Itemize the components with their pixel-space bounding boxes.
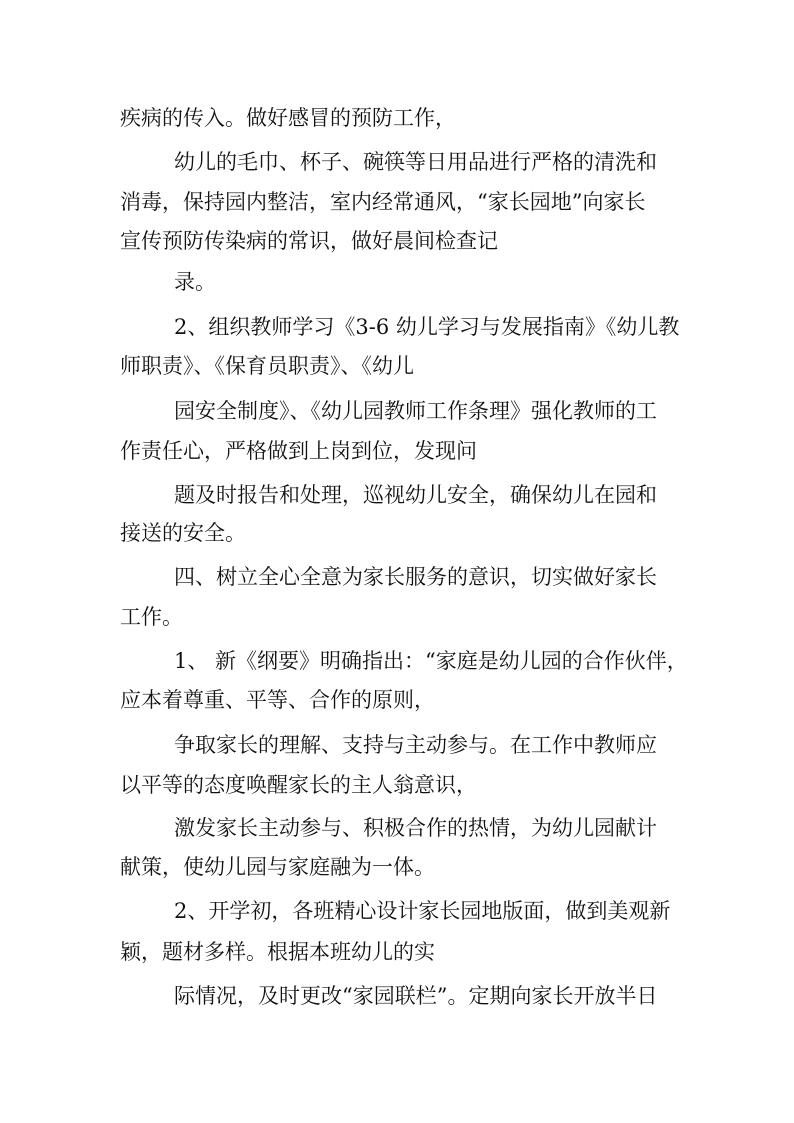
text-line: 应本着尊重、平等、合作的原则， <box>120 688 435 712</box>
text-line: 颖，题材多样。根据本班幼儿的实 <box>120 940 435 964</box>
text-line: 疾病的传入。做好感冒的预防工作， <box>120 106 456 130</box>
text-line: 接送的安全。 <box>120 521 246 545</box>
text-line: 献策，使幼儿园与家庭融为一体。 <box>120 855 435 879</box>
text-line: 师职责》、《保育员职责》、《幼儿 <box>120 354 414 378</box>
text-line: 消毒，保持园内整洁，室内经常通风，“家长园地”向家长 <box>120 190 646 214</box>
text-line: 争取家长的理解、支持与主动参与。在工作中教师应 <box>174 733 657 757</box>
text-line: 录。 <box>174 270 216 294</box>
text-line: 园安全制度》、《幼儿园教师工作条理》强化教师的工 <box>174 399 657 423</box>
text-line: 作责任心，严格做到上岗到位，发现问 <box>120 439 477 463</box>
text-line: 际情况，及时更改“家园联栏”。定期向家长开放半日 <box>174 984 658 1008</box>
text-line: 宣传预防传染病的常识，做好晨间检查记 <box>120 229 498 253</box>
text-line: 激发家长主动参与、积极合作的热情，为幼儿园献计 <box>174 816 657 840</box>
text-line: 以平等的态度唤醒家长的主人翁意识， <box>120 773 477 797</box>
text-line: 工作。 <box>120 605 183 629</box>
text-line: 1、 新《纲要》明确指出：“家庭是幼儿园的合作伙伴， <box>174 649 688 673</box>
text-line: 2、开学初，各班精心设计家长园地版面，做到美观新 <box>174 899 671 923</box>
text-line: 幼儿的毛巾、杯子、碗筷等日用品进行严格的清洗和 <box>174 150 657 174</box>
text-line: 2、组织教师学习《3-6 幼儿学习与发展指南》《幼儿教 <box>174 315 680 339</box>
text-line: 四、树立全心全意为家长服务的意识，切实做好家长 <box>174 565 657 589</box>
text-line: 题及时报告和处理，巡视幼儿安全，确保幼儿在园和 <box>174 483 657 507</box>
